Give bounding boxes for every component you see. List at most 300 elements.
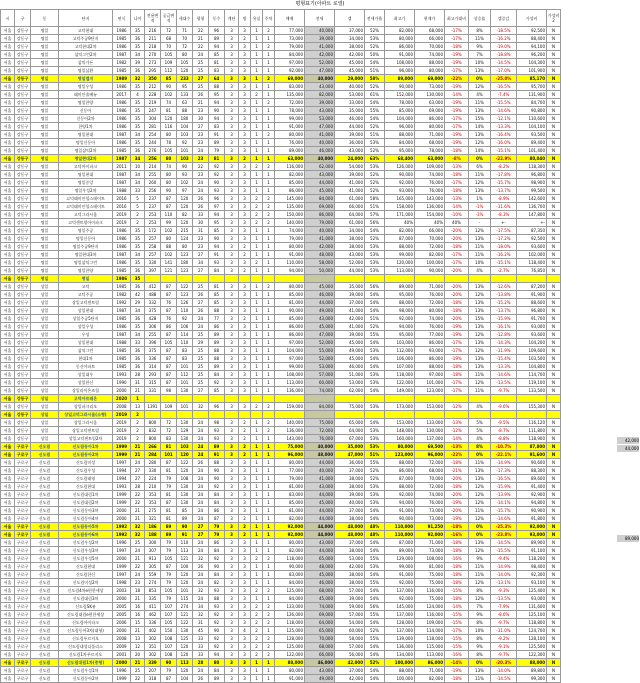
table-cell[interactable]: 명일: [31, 211, 59, 219]
table-cell[interactable]: 2: [239, 427, 251, 435]
table-cell[interactable]: 서울: [1, 579, 15, 587]
table-cell[interactable]: 46,000: [335, 363, 365, 371]
table-cell[interactable]: 명일: [31, 195, 59, 203]
table-cell[interactable]: 신도림대림1차: [59, 491, 113, 499]
table-cell[interactable]: 3: [239, 475, 251, 483]
table-cell[interactable]: 80: [161, 171, 177, 179]
table-cell[interactable]: 명일한양: [59, 267, 113, 275]
table-cell[interactable]: 92,000: [385, 491, 415, 499]
table-cell[interactable]: 3: [225, 259, 239, 267]
table-cell[interactable]: 3: [239, 139, 251, 147]
table-cell[interactable]: 44,000: [305, 515, 335, 523]
table-cell[interactable]: [145, 275, 161, 283]
table-cell[interactable]: 89: [209, 339, 225, 347]
table-cell[interactable]: 130: [177, 627, 193, 635]
table-cell[interactable]: 104,000: [385, 115, 415, 123]
table-cell[interactable]: 1988: [113, 339, 131, 347]
table-cell[interactable]: 구로구: [15, 579, 31, 587]
table-cell[interactable]: 80,000: [275, 131, 305, 139]
table-cell[interactable]: 69,500: [415, 443, 445, 451]
table-cell[interactable]: -: [469, 219, 491, 227]
table-cell[interactable]: 서울: [1, 563, 15, 571]
table-cell[interactable]: 1: [263, 459, 275, 467]
table-cell[interactable]: 53,000: [335, 91, 365, 99]
table-cell[interactable]: -14.5%: [491, 59, 517, 67]
table-cell[interactable]: 49,000: [305, 675, 335, 683]
table-cell[interactable]: 80,000: [415, 67, 445, 75]
table-cell[interactable]: 33: [131, 339, 145, 347]
table-cell[interactable]: 강동구: [15, 275, 31, 283]
table-cell[interactable]: 강동구: [15, 51, 31, 59]
table-cell[interactable]: 76,850: [517, 267, 547, 275]
table-cell[interactable]: 53,000: [305, 363, 335, 371]
table-cell[interactable]: 37,000: [335, 299, 365, 307]
table-cell[interactable]: 42: [131, 291, 145, 299]
table-cell[interactable]: -14%: [445, 435, 469, 443]
table-cell[interactable]: -8.8%: [491, 435, 517, 443]
table-row[interactable]: [1, 563, 561, 571]
table-cell[interactable]: 87: [161, 675, 177, 683]
table-cell[interactable]: 신도림미성: [59, 459, 113, 467]
table-cell[interactable]: 125,400: [517, 587, 547, 595]
table-cell[interactable]: 116,000: [415, 611, 445, 619]
table-cell[interactable]: 253: [145, 219, 161, 227]
table-cell[interactable]: 2000: [113, 659, 131, 667]
table-cell[interactable]: [365, 411, 385, 419]
table-cell[interactable]: 120: [177, 579, 193, 587]
table-cell[interactable]: 12%: [469, 499, 491, 507]
table-cell[interactable]: 1: [263, 355, 275, 363]
table-cell[interactable]: 3: [239, 579, 251, 587]
table-row[interactable]: [1, 123, 561, 131]
table-cell[interactable]: 136,000: [275, 427, 305, 435]
table-cell[interactable]: 3: [239, 67, 251, 75]
table-cell[interactable]: 3: [225, 203, 239, 211]
table-cell[interactable]: 2020: [113, 395, 131, 403]
table-cell[interactable]: -9.4%: [491, 555, 517, 563]
table-cell[interactable]: 1: [251, 43, 263, 51]
table-cell[interactable]: 13%: [469, 339, 491, 347]
table-cell[interactable]: 2000: [113, 515, 131, 523]
table-cell[interactable]: 75,000: [415, 579, 445, 587]
table-cell[interactable]: 3: [225, 307, 239, 315]
table-cell[interactable]: 34: [193, 259, 209, 267]
table-cell[interactable]: [251, 395, 263, 403]
table-row[interactable]: [1, 619, 561, 627]
table-cell[interactable]: 서울: [1, 299, 15, 307]
table-cell[interactable]: 1: [251, 427, 263, 435]
table-cell[interactable]: 53%: [365, 443, 385, 451]
table-cell[interactable]: 강동구: [15, 99, 31, 107]
table-cell[interactable]: 3: [225, 483, 239, 491]
table-cell[interactable]: 서울: [1, 171, 15, 179]
table-cell[interactable]: -10%: [445, 211, 469, 219]
table-cell[interactable]: N: [547, 211, 561, 219]
table-cell[interactable]: -13.7%: [491, 187, 517, 195]
table-cell[interactable]: N: [547, 611, 561, 619]
table-cell[interactable]: 35: [131, 243, 145, 251]
table-cell[interactable]: 2: [131, 411, 145, 419]
table-cell[interactable]: 112: [177, 371, 193, 379]
table-cell[interactable]: 명일중앙: [59, 179, 113, 187]
table-cell[interactable]: 92,900: [517, 491, 547, 499]
table-cell[interactable]: 2: [239, 419, 251, 427]
table-cell[interactable]: 2001: [113, 651, 131, 659]
table-cell[interactable]: N: [547, 147, 561, 155]
table-cell[interactable]: 3: [225, 603, 239, 611]
table-cell[interactable]: 신도림: [31, 443, 59, 451]
table-cell[interactable]: 80,040: [517, 155, 547, 163]
table-cell[interactable]: 93: [209, 587, 225, 595]
table-cell[interactable]: 12%: [469, 291, 491, 299]
table-cell[interactable]: 88,600: [517, 299, 547, 307]
table-cell[interactable]: 94,000: [275, 267, 305, 275]
table-cell[interactable]: 38,000: [335, 579, 365, 587]
table-cell[interactable]: 2003: [113, 587, 131, 595]
table-cell[interactable]: 상일: [31, 339, 59, 347]
table-cell[interactable]: 125: [177, 635, 193, 643]
table-cell[interactable]: 90: [209, 107, 225, 115]
table-cell[interactable]: 96,000: [275, 451, 305, 459]
table-cell[interactable]: 81: [161, 491, 177, 499]
table-cell[interactable]: 26: [193, 675, 209, 683]
table-cell[interactable]: 101,900: [517, 67, 547, 75]
table-cell[interactable]: 4%: [469, 267, 491, 275]
table-cell[interactable]: 24,000: [335, 155, 365, 163]
table-cell[interactable]: 서울: [1, 219, 15, 227]
table-cell[interactable]: -19%: [445, 99, 469, 107]
table-cell[interactable]: -13.5%: [491, 379, 517, 387]
table-cell[interactable]: 고덕: [59, 283, 113, 291]
table-cell[interactable]: 122: [177, 283, 193, 291]
table-cell[interactable]: 96: [209, 403, 225, 411]
table-cell[interactable]: N: [547, 427, 561, 435]
table-cell[interactable]: -14%: [445, 91, 469, 99]
table-cell[interactable]: 고덕현대2차: [59, 43, 113, 51]
table-cell[interactable]: -14.1%: [491, 499, 517, 507]
table-cell[interactable]: -17%: [445, 627, 469, 635]
table-cell[interactable]: 서울: [1, 555, 15, 563]
table-cell[interactable]: 1: [251, 579, 263, 587]
table-cell[interactable]: 1: [263, 483, 275, 491]
table-cell[interactable]: 79: [161, 579, 177, 587]
table-cell[interactable]: -12%: [445, 403, 469, 411]
table-cell[interactable]: -22.1%: [491, 451, 517, 459]
table-cell[interactable]: 300: [145, 539, 161, 547]
table-cell[interactable]: 3: [239, 147, 251, 155]
table-cell[interactable]: 82,000: [415, 675, 445, 683]
table-cell[interactable]: 40%: [415, 219, 445, 227]
table-cell[interactable]: 58,000: [335, 635, 365, 643]
table-cell[interactable]: 2: [251, 555, 263, 563]
table-cell[interactable]: 87: [161, 355, 177, 363]
column-header[interactable]: 주차: [263, 10, 275, 27]
table-cell[interactable]: 402: [145, 627, 161, 635]
table-cell[interactable]: 108: [161, 635, 177, 643]
table-cell[interactable]: 37,000: [335, 27, 365, 35]
table-cell[interactable]: 신도림동아5차: [59, 523, 113, 531]
table-cell[interactable]: 서울: [1, 523, 15, 531]
table-cell[interactable]: 2019: [113, 419, 131, 427]
table-cell[interactable]: -9.3%: [491, 587, 517, 595]
table-cell[interactable]: 21: [131, 443, 145, 451]
table-cell[interactable]: 3: [225, 235, 239, 243]
table-cell[interactable]: 136,000: [385, 643, 415, 651]
table-cell[interactable]: 11%: [469, 251, 491, 259]
table-cell[interactable]: 1: [251, 379, 263, 387]
table-cell[interactable]: 3: [225, 475, 239, 483]
table-cell[interactable]: 81,000: [275, 299, 305, 307]
table-cell[interactable]: 서울: [1, 195, 15, 203]
table-cell[interactable]: 173,000: [385, 403, 415, 411]
table-cell[interactable]: 120: [161, 115, 177, 123]
table-cell[interactable]: 삼익그린: [59, 347, 113, 355]
table-cell[interactable]: 74,000: [415, 171, 445, 179]
table-cell[interactable]: 90: [161, 83, 177, 91]
table-cell[interactable]: 85,000: [275, 315, 305, 323]
table-cell[interactable]: 27: [131, 467, 145, 475]
table-cell[interactable]: -14%: [445, 659, 469, 667]
table-cell[interactable]: 2019: [113, 427, 131, 435]
table-cell[interactable]: 1997: [113, 571, 131, 579]
table-cell[interactable]: 1992: [113, 523, 131, 531]
table-cell[interactable]: 서울: [1, 635, 15, 643]
table-cell[interactable]: 92: [177, 139, 193, 147]
table-row[interactable]: [1, 323, 561, 331]
table-cell[interactable]: 110,000: [275, 259, 305, 267]
table-cell[interactable]: 78,000: [275, 107, 305, 115]
table-cell[interactable]: 1982: [113, 291, 131, 299]
table-cell[interactable]: 32: [131, 75, 145, 83]
table-cell[interactable]: 397: [145, 267, 161, 275]
table-cell[interactable]: 3: [239, 123, 251, 131]
table-cell[interactable]: 고덕래미안힐스테이트: [59, 195, 113, 203]
table-cell[interactable]: 3: [239, 651, 251, 659]
table-cell[interactable]: 80,000: [275, 539, 305, 547]
table-cell[interactable]: 80: [209, 659, 225, 667]
table-cell[interactable]: 76,000: [415, 323, 445, 331]
table-cell[interactable]: 353: [145, 499, 161, 507]
table-cell[interactable]: 강동구: [15, 411, 31, 419]
table-cell[interactable]: 강동구: [15, 139, 31, 147]
table-row[interactable]: [1, 515, 561, 523]
table-cell[interactable]: 서울: [1, 139, 15, 147]
table-cell[interactable]: -14.0%: [491, 571, 517, 579]
table-cell[interactable]: 93: [209, 187, 225, 195]
table-row[interactable]: [1, 291, 561, 299]
table-row[interactable]: [1, 547, 561, 555]
table-cell[interactable]: 81,000: [275, 483, 305, 491]
table-cell[interactable]: 80: [161, 235, 177, 243]
table-cell[interactable]: 43,000: [335, 251, 365, 259]
table-cell[interactable]: 고덕아르테온: [59, 395, 113, 403]
table-cell[interactable]: 강동구: [15, 163, 31, 171]
table-cell[interactable]: 273: [145, 59, 161, 67]
table-cell[interactable]: 서울: [1, 531, 15, 539]
table-cell[interactable]: 신동아: [59, 107, 113, 115]
table-cell[interactable]: N: [547, 595, 561, 603]
table-cell[interactable]: 63,000: [275, 155, 305, 163]
table-cell[interactable]: 상일: [31, 379, 59, 387]
table-cell[interactable]: 52,000: [305, 355, 335, 363]
table-cell[interactable]: 125,000: [275, 587, 305, 595]
table-cell[interactable]: 90,000: [415, 267, 445, 275]
table-cell[interactable]: 강동구: [15, 59, 31, 67]
table-cell[interactable]: 257: [145, 251, 161, 259]
table-cell[interactable]: 118,000: [275, 619, 305, 627]
table-cell[interactable]: -15.1%: [491, 259, 517, 267]
table-cell[interactable]: -8.3%: [491, 211, 517, 219]
table-cell[interactable]: 70,000: [305, 635, 335, 643]
table-cell[interactable]: 2: [131, 211, 145, 219]
table-cell[interactable]: 3: [239, 83, 251, 91]
table-cell[interactable]: 1391: [145, 403, 161, 411]
table-cell[interactable]: 1: [251, 307, 263, 315]
table-cell[interactable]: 126,000: [385, 163, 415, 171]
table-cell[interactable]: 13%: [469, 475, 491, 483]
table-cell[interactable]: 25: [193, 331, 209, 339]
table-cell[interactable]: N: [547, 571, 561, 579]
table-cell[interactable]: 21: [131, 451, 145, 459]
table-cell[interactable]: -17.8%: [491, 171, 517, 179]
table-cell[interactable]: 94,000: [385, 323, 415, 331]
table-cell[interactable]: 853: [145, 587, 161, 595]
table-cell[interactable]: 상일라이온즈힐: [59, 387, 113, 395]
table-cell[interactable]: 강동구: [15, 251, 31, 259]
table-cell[interactable]: 서울: [1, 627, 15, 635]
table-cell[interactable]: 120: [177, 651, 193, 659]
table-cell[interactable]: 94: [209, 99, 225, 107]
table-cell[interactable]: 54,000: [335, 619, 365, 627]
table-cell[interactable]: -16.2%: [491, 35, 517, 43]
table-cell[interactable]: 24: [193, 419, 209, 427]
table-cell[interactable]: 559: [145, 571, 161, 579]
table-cell[interactable]: 구로구: [15, 475, 31, 483]
table-cell[interactable]: 101,400: [517, 147, 547, 155]
table-cell[interactable]: 26: [193, 307, 209, 315]
table-cell[interactable]: 15%: [469, 115, 491, 123]
table-cell[interactable]: 41,000: [305, 475, 335, 483]
highlighted-row[interactable]: [1, 531, 561, 539]
table-cell[interactable]: -7.9%: [491, 603, 517, 611]
table-cell[interactable]: 97: [177, 187, 193, 195]
table-cell[interactable]: 3: [239, 659, 251, 667]
table-cell[interactable]: 53%: [365, 139, 385, 147]
table-cell[interactable]: 87: [161, 203, 177, 211]
table-cell[interactable]: 3: [225, 115, 239, 123]
table-cell[interactable]: 24: [193, 451, 209, 459]
table-cell[interactable]: 8%: [469, 651, 491, 659]
table-row[interactable]: [1, 203, 561, 211]
table-cell[interactable]: 79: [161, 547, 177, 555]
table-cell[interactable]: 130: [177, 483, 193, 491]
table-cell[interactable]: 89: [209, 363, 225, 371]
table-cell[interactable]: 86: [209, 507, 225, 515]
table-cell[interactable]: 57,000: [335, 611, 365, 619]
table-cell[interactable]: 서울: [1, 267, 15, 275]
table-cell[interactable]: 3: [225, 171, 239, 179]
table-cell[interactable]: 88,000: [385, 131, 415, 139]
table-cell[interactable]: 96: [209, 27, 225, 35]
table-cell[interactable]: 강동구: [15, 395, 31, 403]
table-cell[interactable]: 80,000: [385, 35, 415, 43]
table-cell[interactable]: 55%: [365, 331, 385, 339]
table-cell[interactable]: N: [547, 243, 561, 251]
table-cell[interactable]: 신도림대림e편한세상: [59, 611, 113, 619]
table-cell[interactable]: 85: [209, 227, 225, 235]
table-row[interactable]: [1, 219, 561, 227]
table-cell[interactable]: 52%: [365, 83, 385, 91]
table-cell[interactable]: 116,120: [517, 419, 547, 427]
table-cell[interactable]: 신도림동아3차: [59, 507, 113, 515]
table-cell[interactable]: 94: [209, 651, 225, 659]
table-cell[interactable]: 1: [263, 563, 275, 571]
table-cell[interactable]: 101,000: [415, 379, 445, 387]
table-cell[interactable]: 82,000: [305, 91, 335, 99]
table-cell[interactable]: 명일: [31, 51, 59, 59]
table-cell[interactable]: 39,000: [335, 171, 365, 179]
table-cell[interactable]: 서울: [1, 619, 15, 627]
table-cell[interactable]: 81: [209, 155, 225, 163]
table-cell[interactable]: 43,000: [305, 107, 335, 115]
table-cell[interactable]: 130: [177, 499, 193, 507]
table-cell[interactable]: -14.6%: [491, 371, 517, 379]
table-cell[interactable]: 274: [145, 579, 161, 587]
table-cell[interactable]: 54,000: [335, 163, 365, 171]
table-cell[interactable]: 서울: [1, 515, 15, 523]
table-cell[interactable]: 3: [239, 203, 251, 211]
table-cell[interactable]: -20%: [445, 315, 469, 323]
table-cell[interactable]: N: [547, 107, 561, 115]
table-cell[interactable]: 113: [177, 659, 193, 667]
table-cell[interactable]: 1988: [113, 187, 131, 195]
table-cell[interactable]: 91,600: [517, 451, 547, 459]
table-cell[interactable]: 80,000: [275, 459, 305, 467]
table-cell[interactable]: 92: [209, 635, 225, 643]
table-row[interactable]: [1, 171, 561, 179]
table-cell[interactable]: 현대1차: [59, 355, 113, 363]
table-row[interactable]: [1, 131, 561, 139]
table-cell[interactable]: N: [547, 27, 561, 35]
table-cell[interactable]: 90: [177, 163, 193, 171]
table-cell[interactable]: 1: [263, 339, 275, 347]
table-cell[interactable]: 강동구: [15, 211, 31, 219]
table-cell[interactable]: 24: [131, 571, 145, 579]
table-cell[interactable]: 274: [177, 603, 193, 611]
table-cell[interactable]: 27: [131, 475, 145, 483]
table-cell[interactable]: 21: [131, 555, 145, 563]
table-cell[interactable]: 91: [209, 131, 225, 139]
table-cell[interactable]: 45,000: [335, 67, 365, 75]
table-cell[interactable]: 29: [193, 339, 209, 347]
table-cell[interactable]: 4%: [469, 435, 491, 443]
table-cell[interactable]: 75,000: [275, 443, 305, 451]
table-cell[interactable]: 1999: [113, 499, 131, 507]
table-cell[interactable]: 신도림: [31, 587, 59, 595]
table-cell[interactable]: 237: [145, 195, 161, 203]
table-cell[interactable]: [209, 275, 225, 283]
table-cell[interactable]: 48,000: [335, 523, 365, 531]
table-cell[interactable]: -19%: [445, 139, 469, 147]
table-cell[interactable]: N: [547, 347, 561, 355]
table-cell[interactable]: 332: [145, 299, 161, 307]
table-cell[interactable]: 3: [225, 75, 239, 83]
table-cell[interactable]: 92: [209, 483, 225, 491]
table-cell[interactable]: -8.6%: [491, 611, 517, 619]
column-header[interactable]: 갭증감: [491, 10, 517, 27]
table-cell[interactable]: 2: [239, 155, 251, 163]
table-cell[interactable]: -17.5%: [491, 227, 517, 235]
